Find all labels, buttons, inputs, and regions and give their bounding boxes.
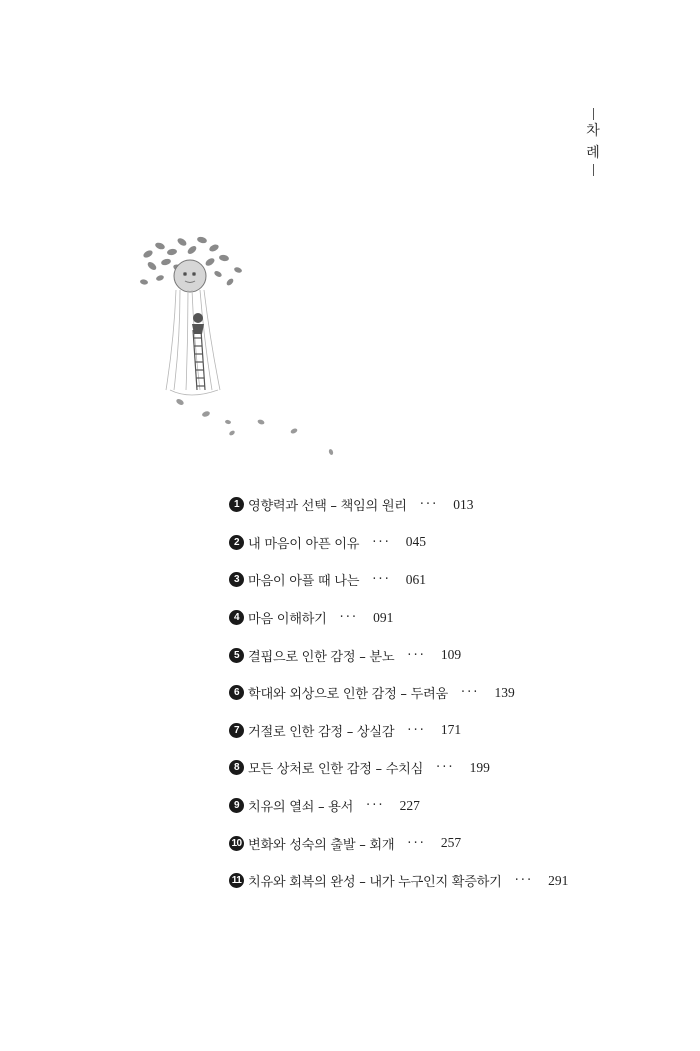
leader-dots-4: ···	[339, 610, 359, 626]
chapter-number-10: 10	[229, 836, 244, 851]
tree-face	[174, 260, 206, 292]
page-number-3: 061	[405, 571, 427, 587]
chapter-number-3: 3	[229, 572, 244, 587]
page-number-4: 091	[373, 609, 394, 625]
page-number-6: 139	[494, 684, 515, 700]
heading-top-rule	[593, 108, 594, 120]
page-number-10: 257	[440, 835, 462, 851]
chapter-title-7: 거절로 인한 감정 – 상실감	[248, 724, 395, 740]
leader-dots-6: ···	[460, 685, 480, 701]
toc-item-11[interactable]	[229, 862, 669, 900]
leader-dots-8: ···	[436, 760, 455, 776]
leader-dots-1: ···	[419, 497, 439, 513]
chapter-title-11: 치유와 회복의 완성 – 내가 누구인지 확증하기	[248, 875, 502, 891]
page-number-2: 045	[405, 534, 427, 550]
page-number-1: 013	[453, 496, 474, 512]
chapter-number-2: 2	[229, 535, 244, 550]
page-number-8: 199	[469, 759, 490, 775]
tree-trunk	[166, 290, 220, 395]
toc-item-4[interactable]	[229, 599, 669, 637]
chapter-title-8: 모든 상처로 인한 감정 – 수치심	[248, 762, 424, 778]
chapter-number-9: 9	[229, 798, 244, 813]
page-number-7: 171	[440, 722, 462, 738]
leader-dots-7: ···	[407, 722, 426, 738]
falling-leaves	[175, 398, 334, 456]
toc-item-2[interactable]	[229, 524, 669, 562]
leader-dots-2: ···	[372, 534, 391, 550]
heading-char-2: 례	[586, 145, 600, 161]
chapter-number-6: 6	[229, 685, 244, 700]
toc-list	[229, 486, 669, 900]
chapter-title-1: 영향력과 선택 – 책임의 원리	[248, 499, 407, 515]
toc-item-6[interactable]	[229, 674, 669, 712]
chapter-number-8: 8	[229, 760, 244, 775]
chapter-number-1: 1	[229, 497, 244, 512]
chapter-number-7: 7	[229, 723, 244, 738]
chapter-title-2: 내 마음이 아픈 이유	[248, 536, 360, 552]
heading-char-1: 차	[586, 123, 600, 139]
chapter-number-11: 11	[229, 873, 244, 888]
leader-dots-3: ···	[372, 572, 391, 588]
chapter-number-5: 5	[229, 648, 244, 663]
page-number-5: 109	[440, 647, 462, 663]
chapter-title-6: 학대와 외상으로 인한 감정 – 두려움	[248, 687, 448, 703]
toc-item-1[interactable]	[229, 486, 669, 524]
toc-item-3[interactable]	[229, 561, 669, 599]
chapter-title-5: 결핍으로 인한 감정 – 분노	[248, 649, 395, 665]
leader-dots-9: ···	[366, 798, 385, 814]
chapter-title-3: 마음이 아플 때 나는	[248, 574, 360, 590]
page-number-11: 291	[548, 872, 569, 888]
toc-heading	[578, 108, 608, 176]
toc-item-9[interactable]	[229, 787, 669, 825]
chapter-number-4: 4	[229, 610, 244, 625]
leader-dots-10: ···	[407, 835, 426, 851]
heading-bottom-rule	[593, 164, 594, 176]
toc-item-8[interactable]	[229, 749, 669, 787]
chapter-title-10: 변화와 성숙의 출발 – 회개	[248, 837, 395, 853]
chapter-title-9: 치유의 열쇠 – 용서	[248, 800, 354, 816]
chapter-title-4: 마음 이해하기	[248, 612, 327, 628]
toc-item-7[interactable]	[229, 712, 669, 750]
toc-item-10[interactable]	[229, 824, 669, 862]
leader-dots-5: ···	[407, 647, 426, 663]
toc-item-5[interactable]	[229, 636, 669, 674]
tree-illustration	[130, 230, 350, 470]
leader-dots-11: ···	[514, 873, 534, 889]
page-number-9: 227	[399, 797, 420, 813]
